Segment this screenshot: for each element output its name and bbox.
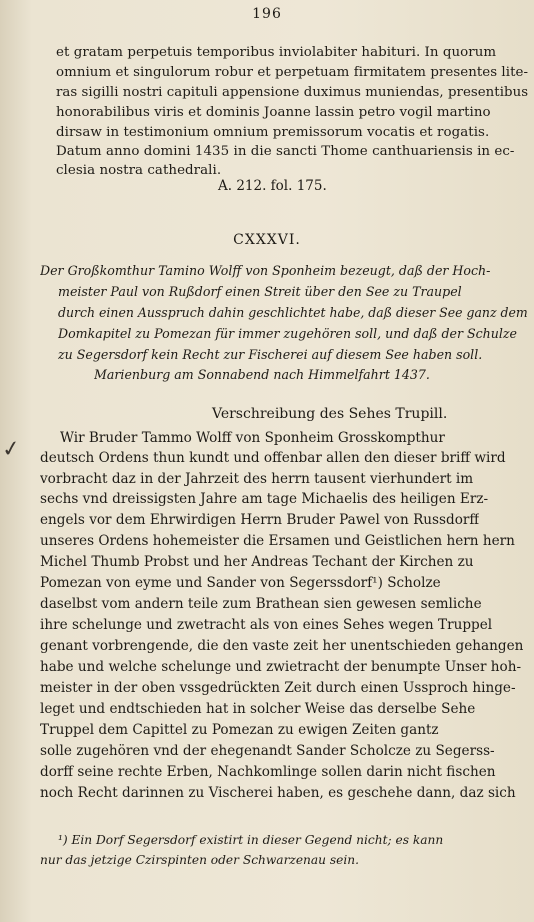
text-line: omnium et singulorum robur et perpetuam firmitatem presentes lite- [56, 65, 529, 80]
text-line: Datum anno domini 1435 in die sancti Thome canthuariensis in ec- [56, 144, 515, 159]
text-line: et gratam perpetuis temporibus inviolabiter habituri. In quorum [56, 45, 497, 60]
text-line: solle zugehören vnd der ehegenandt Sander Scholcze zu Segerss- [40, 743, 495, 759]
text-line: habe und welche schelunge und zwietracht der benumpte Unser hoh- [40, 659, 522, 675]
text-line: Truppel dem Capittel zu Pomezan zu ewigen Zeiten gantz [40, 722, 439, 738]
text-line: Domkapitel zu Pomezan für immer zugehören soll, und daß der Schulze [58, 326, 518, 341]
footnote-line: ¹) Ein Dorf Segersdorf existirt in dieser Gegend nicht; es kann [58, 833, 444, 847]
text-line: leget und endtschieden hat in solcher Weise das derselbe Sehe [40, 701, 476, 717]
document-subtitle: Verschreibung des Sehes Trupill. [212, 406, 448, 422]
text-line: meister in der oben vssgedrückten Zeit durch einen Ussproch hinge- [40, 680, 516, 696]
text-line: meister Paul von Rußdorf einen Streit über den See zu Traupel [58, 284, 462, 299]
text-line: Marienburg am Sonnabend nach Himmelfahrt 1437. [94, 367, 430, 382]
text-line: dorff seine rechte Erben, Nachkomlinge sollen darin nicht fischen [40, 764, 496, 780]
text-line: honorabilibus viris et dominis Joanne lassin petro vogil martino [56, 105, 491, 120]
text-line: noch Recht darinnen zu Vischerei haben, es geschehe dann, daz sich [40, 785, 516, 801]
text-line: Michel Thumb Probst und her Andreas Techant der Kirchen zu [40, 554, 474, 570]
text-line: durch einen Ausspruch dahin geschlichtet habe, daß dieser See ganz dem [58, 305, 528, 320]
text-line: vorbracht daz in der Jahrzeit des herrn tausent vierhundert im [40, 471, 474, 487]
text-line: ihre schelunge und zwetracht als von eines Sehes wegen Truppel [40, 617, 493, 633]
text-line: Pomezan von eyme und Sander von Segerssdorf¹) Scholze [40, 575, 441, 591]
text-line: dirsaw in testimonium omnium premissorum vocatis et rogatis. [56, 125, 490, 140]
page-number: 196 [252, 6, 282, 22]
archive-reference: A. 212. fol. 175. [218, 178, 327, 194]
footnote-line: nur das jetzige Czirspinten oder Schwarzenau sein. [40, 853, 359, 867]
text-line: clesia nostra cathedrali. [56, 163, 222, 178]
text-line: zu Segersdorf kein Recht zur Fischerei auf diesem See haben soll. [58, 347, 483, 362]
text-line: Der Großkomthur Tamino Wolff von Sponheim bezeugt, daß der Hoch- [40, 263, 491, 278]
text-line: sechs vnd dreissigsten Jahre am tage Michaelis des heiligen Erz- [40, 491, 489, 507]
text-line: Wir Bruder Tammo Wolff von Sponheim Grosskompthur [60, 430, 445, 446]
document-number: CXXXVI. [233, 232, 301, 248]
text-line: deutsch Ordens thun kundt und offenbar allen den dieser briff wird [40, 450, 506, 466]
text-line: genant vorbrengende, die den vaste zeit her unentschieden gehangen [40, 638, 524, 654]
text-line: engels vor dem Ehrwirdigen Herrn Bruder Pawel von Russdorff [40, 512, 480, 528]
text-line: daselbst vom andern teile zum Brathean sien gewesen semliche [40, 596, 482, 612]
text-line: ras sigilli nostri capituli appensione duximus muniendas, presentibus [56, 85, 529, 100]
text-line: unseres Ordens hohemeister die Ersamen und Geistlichen hern hern [40, 533, 515, 549]
pencil-checkmark-icon: ✓ [0, 435, 23, 464]
